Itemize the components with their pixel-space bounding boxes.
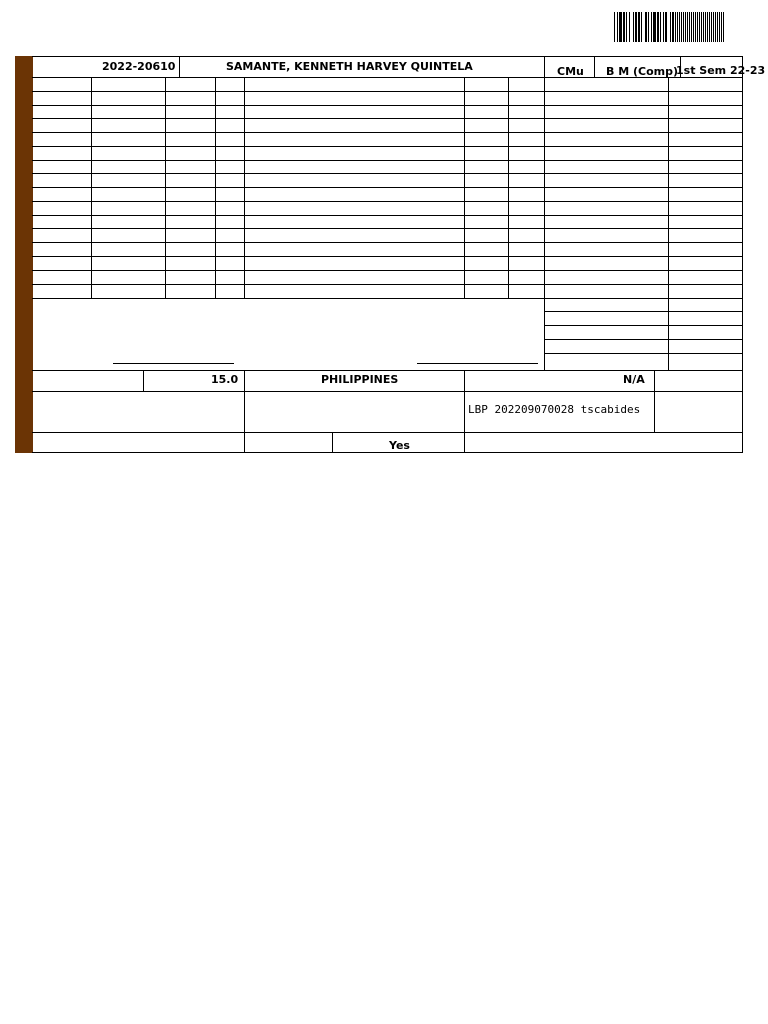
confirmation-flag: Yes [389, 439, 410, 452]
grid-line [32, 77, 544, 78]
barcode-bar [723, 12, 724, 42]
barcode-bar [672, 12, 674, 42]
barcode-bar [614, 12, 615, 42]
registration-form [32, 56, 743, 453]
grid-line [244, 370, 245, 453]
barcode-bar [653, 12, 656, 42]
grid-line [544, 353, 743, 354]
grid-line [544, 105, 743, 106]
barcode-bar [697, 12, 698, 42]
grid-line [32, 201, 544, 202]
grid-line [544, 242, 743, 243]
grid-line [32, 370, 743, 371]
barcode-bar [626, 12, 627, 42]
grid-line [332, 432, 333, 453]
semester-label: 1st Sem 22-23 [676, 64, 766, 77]
barcode-bar [685, 12, 686, 42]
student-id: 2022-20610 [102, 60, 176, 73]
grid-line [668, 77, 669, 370]
grid-line [32, 146, 544, 147]
barcode-bar [691, 12, 692, 42]
grid-line [179, 57, 180, 77]
barcode-bar [715, 12, 716, 42]
grid-line [544, 284, 743, 285]
barcode-bar [717, 12, 718, 42]
barcode-bar [670, 12, 671, 42]
barcode-bar [629, 12, 630, 42]
grid-line [32, 432, 743, 433]
barcode-bar [665, 12, 667, 42]
barcode-bar [657, 12, 659, 42]
barcode-bar [660, 12, 661, 42]
grid-line [32, 242, 544, 243]
barcode-bar [633, 12, 634, 42]
signature-line-left [113, 363, 234, 364]
barcode-bar [687, 12, 688, 42]
grid-line [544, 325, 743, 326]
barcode-bar [677, 12, 678, 42]
barcode-bar [619, 12, 622, 42]
payment-reference: LBP 202209070028 tscabides [468, 403, 641, 416]
barcode-bar [719, 12, 720, 42]
grid-line [544, 173, 743, 174]
citizenship: PHILIPPINES [321, 373, 399, 386]
grid-line [32, 118, 544, 119]
grid-line [544, 201, 743, 202]
grid-line [544, 311, 743, 312]
barcode-bar [693, 12, 694, 42]
barcode-bar [645, 12, 647, 42]
barcode-bar [681, 12, 682, 42]
barcode-bar [689, 12, 690, 42]
barcode-bar [701, 12, 702, 42]
barcode-bar [663, 12, 664, 42]
grid-line [544, 77, 545, 370]
barcode-bar [648, 12, 649, 42]
grid-line [508, 77, 509, 298]
grid-line [32, 284, 544, 285]
grid-line [544, 160, 743, 161]
grid-line [32, 173, 544, 174]
barcode-bar [683, 12, 684, 42]
grid-line [544, 339, 743, 340]
student-name: SAMANTE, KENNETH HARVEY QUINTELA [226, 60, 473, 73]
grid-line [544, 118, 743, 119]
total-units: 15.0 [211, 373, 239, 386]
grid-line [32, 215, 544, 216]
grid-line [464, 370, 465, 453]
grid-line [91, 77, 92, 298]
barcode-icon [614, 12, 724, 42]
barcode-bar [617, 12, 618, 42]
grid-line [32, 91, 544, 92]
grid-line [32, 391, 743, 392]
grid-line [594, 57, 595, 77]
barcode-bar [651, 12, 652, 42]
grid-line [32, 298, 544, 299]
grid-line [143, 370, 144, 391]
barcode-bar [635, 12, 637, 42]
barcode-bar [641, 12, 642, 42]
grid-line [544, 146, 743, 147]
scholarship-status: N/A [623, 373, 645, 386]
grid-line [654, 370, 655, 432]
barcode-bar [711, 12, 712, 42]
grid-line [32, 228, 544, 229]
grid-line [544, 187, 743, 188]
barcode-bar [638, 12, 640, 42]
barcode-bar [675, 12, 676, 42]
campus-code: CMu [557, 65, 584, 78]
grid-line [544, 215, 743, 216]
barcode-bar [705, 12, 706, 42]
program-code: B M (Comp) [606, 65, 679, 78]
grid-line [32, 132, 544, 133]
grid-line [32, 160, 544, 161]
grid-line [32, 256, 544, 257]
barcode-bar [709, 12, 710, 42]
grid-line [544, 91, 743, 92]
grid-line [165, 77, 166, 298]
signature-line-right [417, 363, 538, 364]
barcode-bar [623, 12, 625, 42]
grid-line [32, 270, 544, 271]
grid-line [464, 77, 465, 298]
barcode-bar [721, 12, 722, 42]
grid-line [32, 105, 544, 106]
grid-line [544, 57, 545, 77]
barcode-bar [713, 12, 714, 42]
barcode-bar [707, 12, 708, 42]
grid-line [244, 77, 245, 298]
grid-line [544, 256, 743, 257]
barcode-bar [695, 12, 696, 42]
grid-line [544, 228, 743, 229]
grid-line [544, 298, 743, 299]
grid-line [544, 270, 743, 271]
form-side-strip [15, 56, 33, 453]
grid-line [32, 187, 544, 188]
barcode-bar [679, 12, 680, 42]
grid-line [215, 77, 216, 298]
barcode-bar [703, 12, 704, 42]
barcode-bar [699, 12, 700, 42]
grid-line [544, 132, 743, 133]
